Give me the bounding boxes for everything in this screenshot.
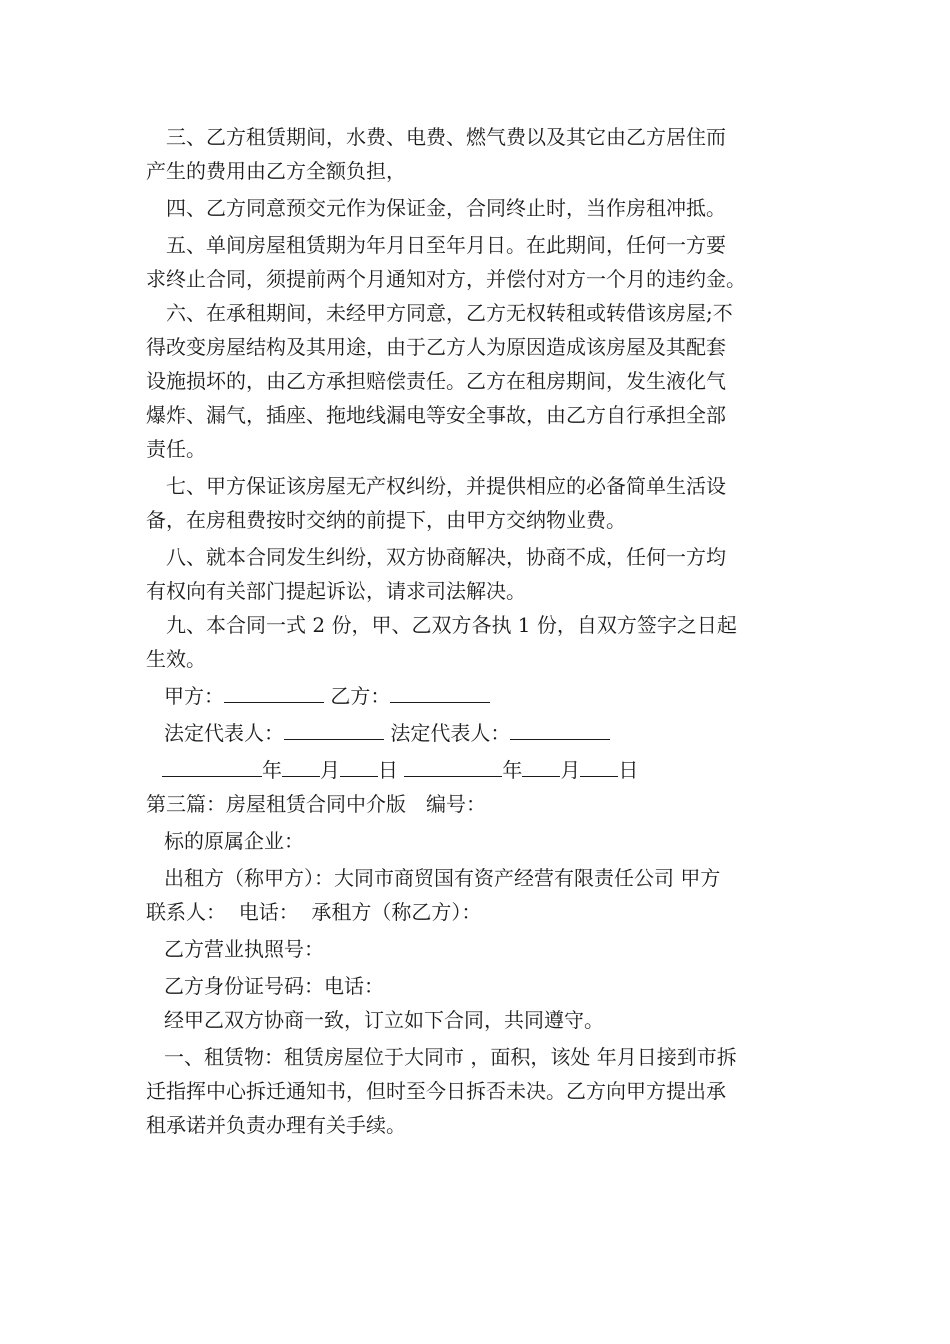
month-b-blank [522, 754, 560, 777]
business-license: 乙方营业执照号： [164, 937, 324, 961]
year-b-label: 年 [502, 758, 523, 782]
agreement-statement: 经甲乙双方协商一致，订立如下合同，共同遵守。 [164, 1008, 604, 1032]
party-a-label: 甲方： [164, 684, 224, 708]
clause-7-line-2: 备，在房租费按时交纳的前提下，由甲方交纳物业费。 [146, 508, 626, 532]
item-1-line-3: 租承诺并负责办理有关手续。 [146, 1113, 406, 1137]
legal-rep-a-blank [284, 717, 384, 740]
section-3-title: 第三篇：房屋租赁合同中介版 编号： [146, 792, 486, 816]
month-a-blank [282, 754, 320, 777]
legal-rep-b-blank [510, 717, 610, 740]
clause-5-line-1: 五、单间房屋租赁期为年月日至年月日。在此期间，任何一方要 [166, 233, 726, 257]
clause-8-line-2: 有权向有关部门提起诉讼，请求司法解决。 [146, 579, 526, 603]
day-a-blank [340, 754, 378, 777]
clause-6-line-3: 设施损坏的，由乙方承担赔偿责任。乙方在租房期间，发生液化气 [146, 369, 726, 393]
clause-3-line-2: 产生的费用由乙方全额负担， [146, 159, 406, 183]
party-b-blank [390, 680, 490, 703]
clause-9-line-2: 生效。 [146, 647, 206, 671]
legal-rep-b-label: 法定代表人： [390, 721, 511, 745]
signature-legal-reps [146, 716, 810, 750]
clause-9-line-1: 九、本合同一式 2 份，甲、乙双方各执 1 份，自双方签字之日起 [166, 613, 737, 637]
clause-6-line-5: 责任。 [146, 437, 206, 461]
clause-3-line-1: 三、乙方租赁期间，水费、电费、燃气费以及其它由乙方居住而 [166, 125, 726, 149]
lessor-line-1: 出租方（称甲方）：大同市商贸国有资产经营有限责任公司 甲方 [164, 866, 721, 890]
id-and-phone: 乙方身份证号码：电话： [164, 974, 384, 998]
signature-parties [146, 679, 810, 713]
year-b-blank [404, 754, 502, 777]
subject-enterprise: 标的原属企业： [164, 829, 304, 853]
party-b-label: 乙方： [330, 684, 391, 708]
clause-6-line-4: 爆炸、漏气，插座、拖地线漏电等安全事故，由乙方自行承担全部 [146, 403, 726, 427]
day-a-label: 日 [378, 758, 398, 782]
item-1-line-2: 迁指挥中心拆迁通知书，但时至今日拆否未决。乙方向甲方提出承 [146, 1079, 726, 1103]
party-a-blank [224, 680, 324, 703]
day-b-blank [580, 754, 618, 777]
lessor-line-2: 联系人： 电话： 承租方（称乙方）： [146, 900, 482, 924]
month-a-label: 月 [320, 758, 340, 782]
legal-rep-a-label: 法定代表人： [164, 721, 284, 745]
clause-8-line-1: 八、就本合同发生纠纷，双方协商解决，协商不成，任何一方均 [166, 545, 726, 569]
clause-6-line-1: 六、在承租期间，未经甲方同意，乙方无权转租或转借该房屋;不 [166, 301, 733, 325]
clause-6-line-2: 得改变房屋结构及其用途，由于乙方人为原因造成该房屋及其配套 [146, 335, 726, 359]
clause-7-line-1: 七、甲方保证该房屋无产权纠纷，并提供相应的必备简单生活设 [166, 474, 726, 498]
clause-4-line-1: 四、乙方同意预交元作为保证金，合同终止时，当作房租冲抵。 [166, 196, 726, 220]
clause-5-line-2: 求终止合同，须提前两个月通知对方，并偿付对方一个月的违约金。 [146, 267, 746, 291]
item-1-line-1: 一、租赁物：租赁房屋位于大同市 ，面积，该处 年月日接到市拆 [164, 1045, 737, 1069]
month-b-label: 月 [560, 758, 581, 782]
signature-dates [146, 753, 810, 787]
year-a-blank [162, 754, 262, 777]
year-a-label: 年 [262, 758, 282, 782]
day-b-label: 日 [618, 758, 639, 782]
